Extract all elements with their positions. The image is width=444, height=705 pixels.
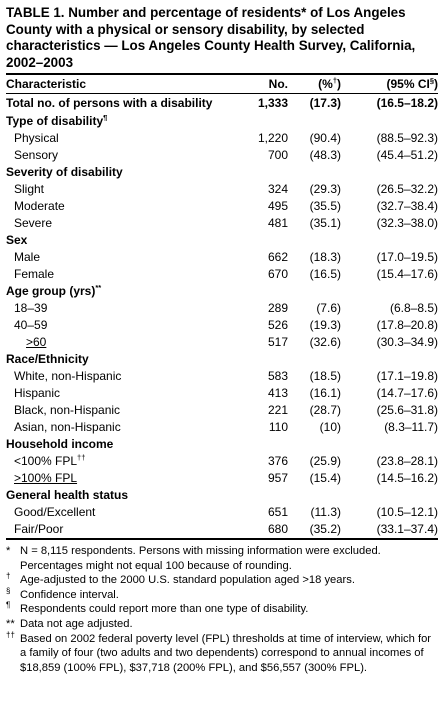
section-household-income: Household income	[6, 437, 114, 451]
table-title: TABLE 1. Number and percentage of residents* of Los Angeles County with a physical or sensory disability, by selected characteristics — Los Angeles County Health Survey, California, 2002–2003	[6, 5, 416, 70]
disability-table	[6, 75, 438, 93]
table-row: Fair/Poor 680 (35.2) (33.1–37.4)	[14, 522, 438, 536]
header-characteristic: Characteristic	[6, 77, 87, 91]
table-row: Slight 324 (29.3) (26.5–32.2)	[14, 182, 438, 196]
table-row: Moderate 495 (35.5) (32.7–38.4)	[14, 199, 438, 213]
total-label: Total no. of persons with a disability	[6, 96, 213, 110]
table-row: Hispanic 413 (16.1) (14.7–17.6)	[14, 386, 438, 400]
disability-table-body	[6, 94, 438, 538]
header-pct: (%†)	[318, 76, 341, 91]
total-ci: (16.5–18.2)	[376, 96, 438, 110]
footnote: † Age-adjusted to the 2000 U.S. standard population aged >18 years.	[6, 571, 355, 587]
table-row: Black, non-Hispanic 221 (28.7) (25.6–31.8)	[14, 403, 438, 417]
header-ci: (95% CI§)	[386, 76, 438, 91]
table-row-total	[6, 94, 438, 113]
header-row	[6, 75, 438, 93]
section-sex: Sex	[6, 233, 28, 247]
table-row: Sensory 700 (48.3) (45.4–51.2)	[14, 148, 438, 162]
table-row: >100% FPL 957 (15.4) (14.5–16.2)	[14, 471, 438, 485]
footnote: * N = 8,115 respondents. Persons with missing information were excluded. Percentages might not equal 100 because of rounding.	[6, 545, 381, 572]
table-row: <100% FPL†† 376 (25.9) (23.8–28.1)	[14, 453, 438, 468]
table-row: 18–39 289 (7.6) (6.8–8.5)	[14, 301, 438, 315]
footnote: †† Based on 2002 federal poverty level (FPL) thresholds at time of interview, which for a family of four (two adults and two dependents) correspond to annual incomes of $18,859 (100% FPL), $37,718 (200% FPL), and $56,557 (300% FPL).	[6, 629, 432, 674]
table-row: 40–59 526 (19.3) (17.8–20.8)	[14, 318, 438, 332]
section-age-group: Age group (yrs)**	[6, 283, 102, 298]
table-row: Male 662 (18.3) (17.0–19.5)	[14, 250, 438, 264]
section-race-ethnicity: Race/Ethnicity	[6, 352, 89, 366]
table-row: Asian, non-Hispanic 110 (10) (8.3–11.7)	[14, 420, 438, 434]
table-row: Severe 481 (35.1) (32.3–38.0)	[14, 216, 438, 230]
table-row: >60 517 (32.6) (30.3–34.9)	[26, 335, 438, 349]
footnote: ¶ Respondents could report more than one type of disability.	[6, 600, 309, 616]
footnotes	[6, 544, 438, 675]
table-row: Good/Excellent 651 (11.3) (10.5–12.1)	[14, 505, 438, 519]
bottom-rule	[6, 538, 438, 540]
footnote: § Confidence interval.	[6, 586, 119, 601]
section-general-health-status: General health status	[6, 488, 129, 502]
section-severity: Severity of disability	[6, 165, 123, 179]
footnote: ** Data not age adjusted.	[6, 617, 133, 630]
total-no: 1,333	[257, 96, 288, 110]
total-pct: (17.3)	[309, 96, 341, 110]
table-row: Physical 1,220 (90.4) (88.5–92.3)	[14, 131, 438, 145]
section-type-of-disability: Type of disability¶	[6, 113, 108, 128]
header-no: No.	[268, 77, 288, 91]
table-row: White, non-Hispanic 583 (18.5) (17.1–19.8)	[14, 369, 438, 383]
table-row: Female 670 (16.5) (15.4–17.6)	[14, 267, 438, 281]
